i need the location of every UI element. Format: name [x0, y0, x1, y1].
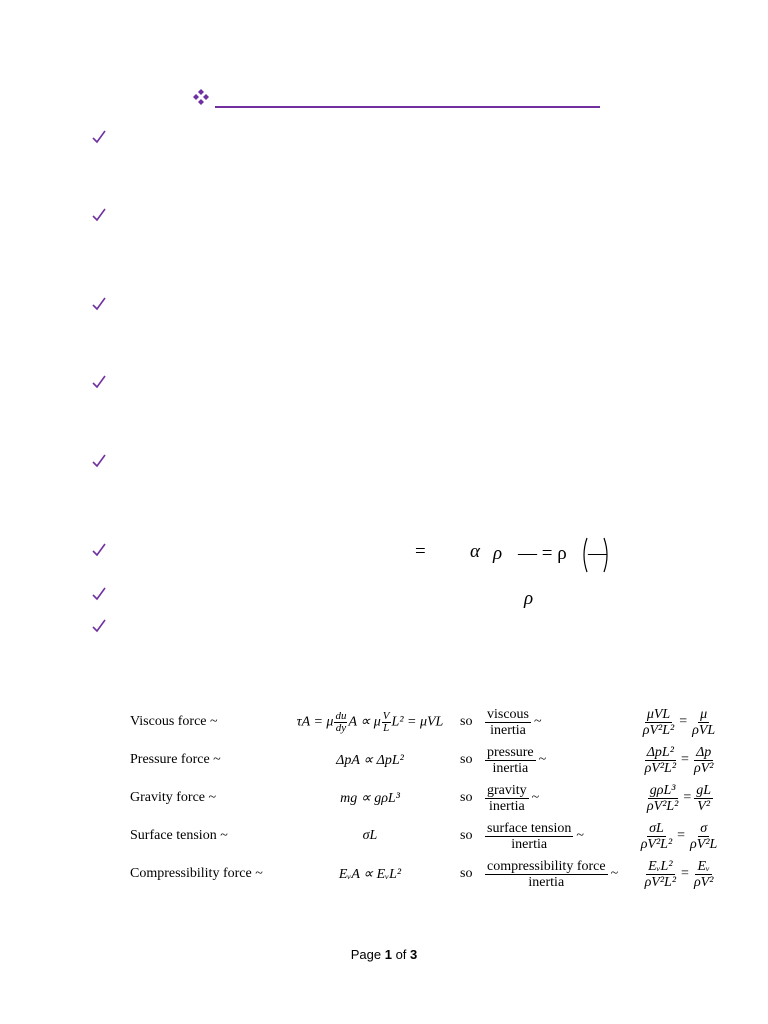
ratio-expression: $\frac{\text{pressure}}{\text{inertia}}$ ~ — [487, 744, 547, 776]
rho-symbol: ρ — [493, 543, 503, 564]
so-word: so — [460, 790, 473, 805]
dimensionless-result: $\frac{\text{μVL}}{\text{ρV²L²}}$ = $\frac{\mu}{\text{ρVL}}$ — [642, 706, 716, 738]
force-expression: τA = μ $\frac{du}{dy}$ A ∝ μ $\frac{V}{L}$ L² = μVL — [296, 709, 444, 734]
table-row — [130, 855, 729, 893]
dash-equals-rho: — = ρ — [518, 543, 567, 564]
force-expression: ΔpA ∝ ΔpL² — [336, 752, 404, 768]
left-paren — [580, 537, 588, 573]
checkmark-icon — [92, 297, 106, 311]
so-word: so — [460, 866, 473, 881]
dimensionless-result: $\frac{\text{gρL³}}{\text{ρV²L²}}$ = $\frac{gL}{\text{V²}}$ — [646, 782, 712, 814]
paren-dash: — — [588, 543, 607, 564]
checkmark-icon — [92, 543, 106, 557]
force-label: Surface tension ~ — [130, 828, 228, 843]
ratio-expression: $\frac{\text{surface tension}}{\text{inertia}}$ ~ — [487, 820, 584, 852]
forces-table — [130, 703, 729, 893]
ratio-expression: $\frac{\text{viscous}}{\text{inertia}}$ ~ — [487, 706, 542, 738]
right-paren — [603, 537, 611, 573]
checkmark-icon — [92, 619, 106, 633]
dimensionless-result: $\frac{\text{EᵥL²}}{\text{ρV²L²}}$ = $\frac{\text{Eᵥ}}{\text{ρV²}}$ — [644, 858, 714, 890]
dimensionless-result: $\frac{\text{ΔpL²}}{\text{ρV²L²}}$ = $\frac{\Delta p}{\text{ρV²}}$ — [644, 744, 714, 776]
checkmark-icon — [92, 587, 106, 601]
ratio-expression: $\frac{\text{gravity}}{\text{inertia}}$ ~ — [487, 782, 540, 814]
table-row — [130, 703, 729, 741]
force-label: Gravity force ~ — [130, 790, 217, 805]
force-label: Compressibility force ~ — [130, 866, 263, 881]
checkmark-icon — [92, 130, 106, 144]
so-word: so — [460, 714, 473, 729]
four-diamond-icon — [192, 88, 210, 106]
page-number: Page 1 of 3 — [350, 947, 418, 962]
table-row — [130, 817, 729, 855]
checkmark-icon — [92, 208, 106, 222]
table-row — [130, 779, 729, 817]
force-expression: mg ∝ gρL³ — [340, 790, 400, 806]
heading-underline — [215, 106, 600, 108]
so-word: so — [460, 752, 473, 767]
force-expression: σL — [362, 828, 378, 843]
force-expression: EᵥA ∝ EᵥL² — [338, 866, 402, 882]
so-word: so — [460, 828, 473, 843]
checkmark-icon — [92, 454, 106, 468]
equals-sign: = — [415, 541, 426, 562]
ratio-expression: $\frac{\text{compressibility force}}{\text{inertia}}$ ~ — [487, 858, 619, 890]
rho-symbol-2: ρ — [524, 588, 534, 609]
dimensionless-result: $\frac{\sigma L}{\text{ρV²L²}}$ = $\frac{\sigma}{\text{ρV²L}}$ — [640, 820, 718, 852]
checkmark-icon — [92, 375, 106, 389]
force-label: Viscous force ~ — [130, 714, 218, 729]
force-label: Pressure force ~ — [130, 752, 221, 767]
alpha-symbol: α — [470, 541, 480, 562]
table-row — [130, 741, 729, 779]
